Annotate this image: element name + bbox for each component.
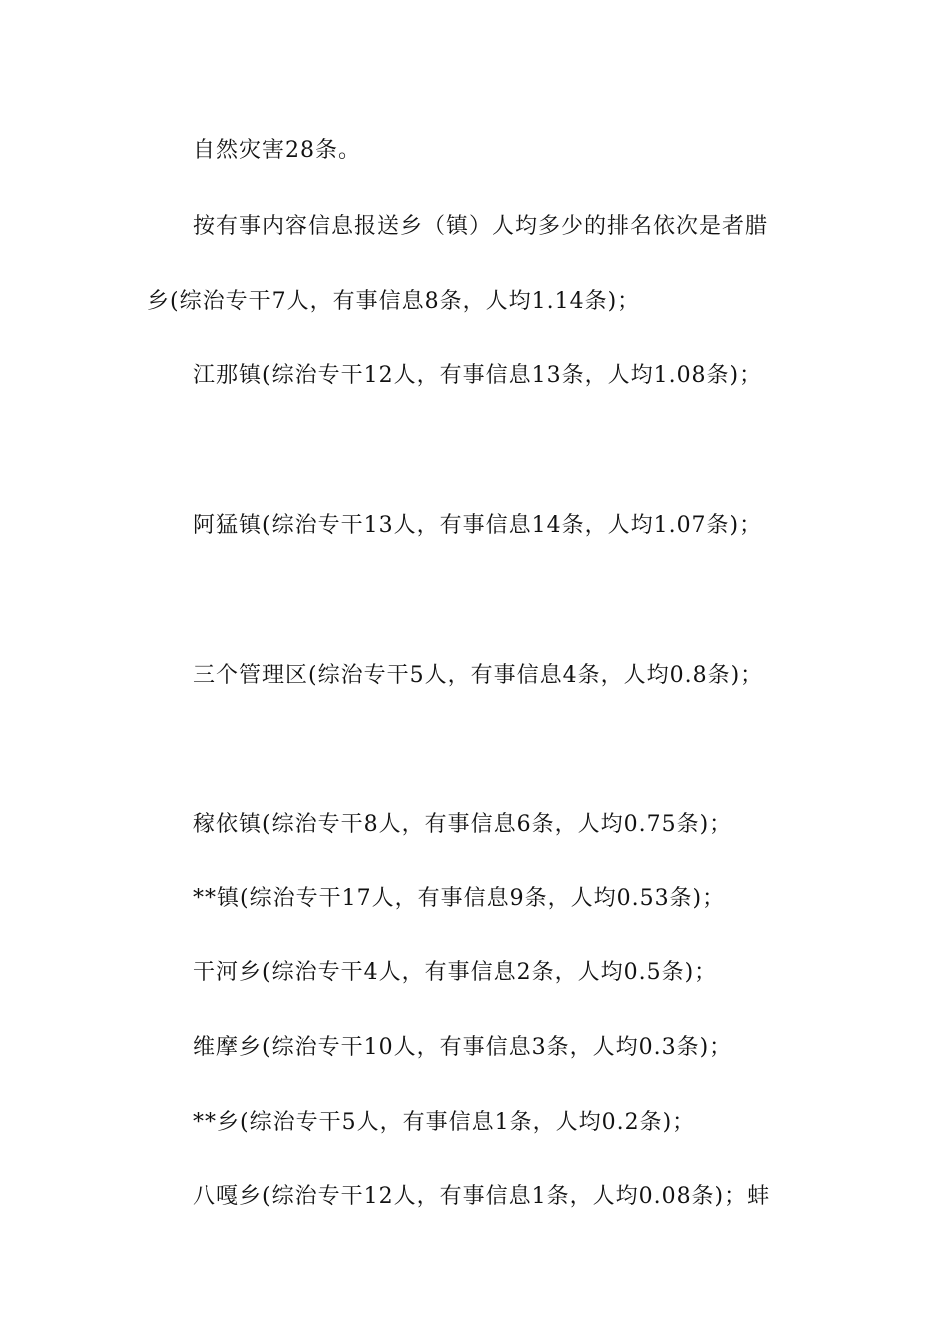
text-line-jiangna: 江那镇(综治专干12人，有事信息13条，人均1.08条)； (193, 363, 763, 388)
text-line-township-redacted: **乡(综治专干5人，有事信息1条，人均0.2条)； (193, 1110, 696, 1135)
text-line-ganhe: 干河乡(综治专干4人，有事信息2条，人均0.5条)； (193, 960, 718, 985)
text-line-three-districts: 三个管理区(综治专干5人，有事信息4条，人均0.8条)； (193, 663, 764, 688)
text-line-baga: 八嘎乡(综治专干12人，有事信息1条，人均0.08条)；蚌 (193, 1184, 771, 1209)
text-line-jiayi: 稼依镇(综治专干8人，有事信息6条，人均0.75条)； (193, 812, 733, 837)
text-line-weimo: 维摩乡(综治专干10人，有事信息3条，人均0.3条)； (193, 1035, 733, 1060)
text-line-ranking-intro: 按有事内容信息报送乡（镇）人均多少的排名依次是者腊 (193, 214, 769, 239)
text-line-zhela: 乡(综治专干7人，有事信息8条，人均1.14条)； (147, 289, 641, 314)
text-line-town-redacted: **镇(综治专干17人，有事信息9条，人均0.53条)； (193, 886, 726, 911)
text-line-ameng: 阿猛镇(综治专干13人，有事信息14条，人均1.07条)； (193, 513, 763, 538)
text-line-natural-disaster: 自然灾害28条。 (193, 138, 361, 163)
